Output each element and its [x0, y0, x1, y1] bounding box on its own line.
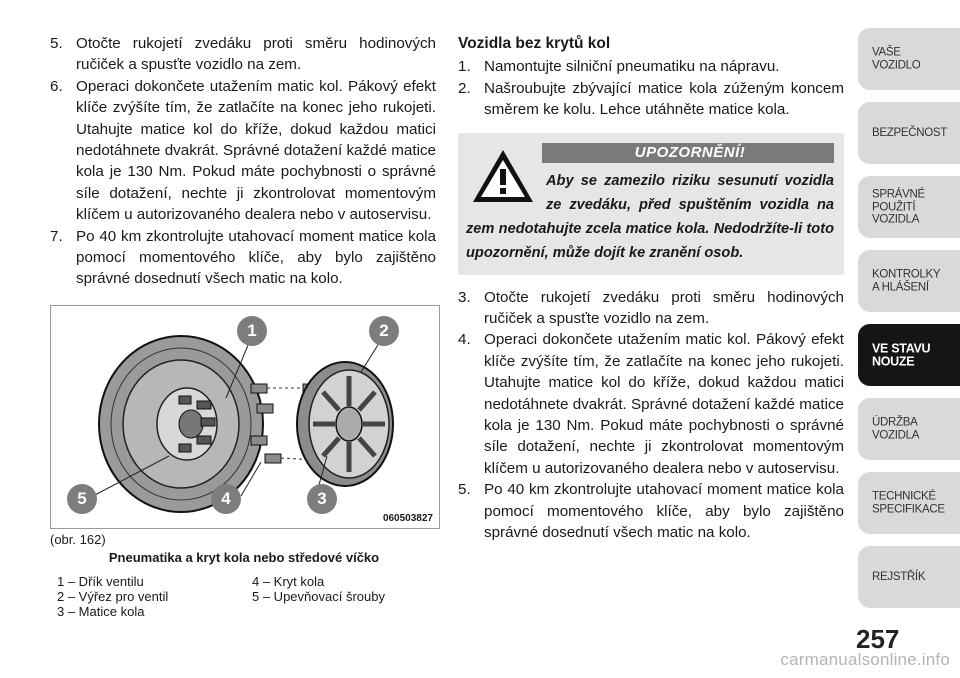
section-heading: Vozidla bez krytů kol	[458, 35, 611, 52]
legend-right	[252, 574, 452, 604]
wheel-illustration	[50, 305, 440, 529]
steps-bottom	[458, 287, 844, 544]
page-number: 257	[856, 624, 900, 654]
figure-code: 060503827	[382, 513, 433, 524]
legend-item: 2 – Výřez pro ventil	[57, 589, 169, 604]
tab-udrzba[interactable]: ÚDRŽBA VOZIDLA	[858, 398, 960, 460]
legend-item: 4 – Kryt kola	[252, 574, 325, 589]
list-item: 5. Po 40 km zkontrolujte utahovací moment matice kola pomocí momentového klíče, aby bylo zajištěno správné dosednutí všech matic na kolo.	[458, 481, 844, 542]
right-column	[458, 33, 844, 544]
chapter-tabs	[858, 28, 960, 620]
callout-4: 4	[211, 484, 241, 514]
list-item: 5. Otočte rukojetí zvedáku proti směru hodinových ručiček a spusťte vozidlo na zem.	[50, 35, 436, 74]
tab-technicke-specifikace[interactable]: TECHNICKÉ SPECIFIKACE	[858, 472, 960, 534]
list-item: 2. Našroubujte zbývající matice kola zúženým koncem směrem ke kolu. Lehce utáhněte matice kola.	[458, 79, 844, 119]
figure-reference: (obr. 162)	[50, 532, 106, 547]
list-item: 1. Namontujte silniční pneumatiku na nápravu.	[458, 58, 780, 76]
left-column	[50, 33, 436, 290]
tab-kontrolky[interactable]: KONTROLKY A HLÁŠENÍ	[858, 250, 960, 312]
steps-top	[458, 56, 844, 120]
warning-title: UPOZORNĚNÍ!	[542, 143, 834, 163]
list-item: 4. Operaci dokončete utažením matic kol. Pákový efekt klíče zvýšíte tím, že zatlačíte na konec jeho rukojeti. Utahujte matice kol do kříže, dokud každou matici nedotáhnete dvakrát. Správné dotažení každé matice kola je 130 Nm. Pokud máte pochybnosti o správné síle dotažení, nechte ji zkontrolovat momentovým klíčem u autorizovaného dealera nebo v autoservisu.	[458, 331, 844, 477]
left-steps	[50, 33, 436, 290]
list-item: 3. Otočte rukojetí zvedáku proti směru hodinových ručiček a spusťte vozidlo na zem.	[458, 288, 844, 328]
tab-spravne-pouziti[interactable]: SPRÁVNÉ POUŽITÍ VOZIDLA	[858, 176, 960, 238]
tab-bezpecnost[interactable]: BEZPEČNOST	[858, 102, 960, 164]
list-item: 7. Po 40 km zkontrolujte utahovací moment matice kola pomocí momentového klíče, aby bylo zajištěno správné dosednutí všech matic na kolo.	[50, 227, 436, 288]
legend-left	[57, 574, 257, 619]
legend-item: 1 – Dřík ventilu	[57, 574, 144, 589]
legend-item: 5 – Upevňovací šrouby	[252, 589, 385, 604]
tab-ve-stavu-nouze[interactable]: VE STAVU NOUZE	[858, 324, 960, 386]
callout-1: 1	[237, 316, 267, 346]
watermark: carmanualsonline.info	[780, 650, 950, 669]
list-item: 6. Operaci dokončete utažením matic kol. Pákový efekt klíče zvýšíte tím, že zatlačíte na konec jeho rukojeti. Utahujte matice kol do kříže, dokud každou matici nedotáhnete dvakrát. Správné dotažení každé matice kola je 130 Nm. Pokud máte pochybnosti o správné síle dotažení, nechte ji zkontrolovat momentovým klíčem u autorizovaného dealera nebo v autoservisu.	[50, 77, 436, 224]
tab-vase-vozidlo[interactable]: VAŠE VOZIDLO	[858, 28, 960, 90]
callout-5: 5	[67, 484, 97, 514]
warning-box	[458, 133, 844, 275]
warning-triangle-icon	[470, 147, 536, 205]
callout-3: 3	[307, 484, 337, 514]
callout-2: 2	[369, 316, 399, 346]
tab-rejstrik[interactable]: REJSTŘÍK	[858, 546, 960, 608]
figure-caption: Pneumatika a kryt kola nebo středové víčko	[108, 550, 380, 565]
legend-item: 3 – Matice kola	[57, 604, 145, 619]
warning-text: Aby se zamezilo riziku sesunutí vozidla ze zvedáku, před spuštěním vozidla na zem nedotahujte zcela matice kola. Nedodržíte-li toto upozornění, může dojít ke zranění osob.	[466, 172, 834, 261]
